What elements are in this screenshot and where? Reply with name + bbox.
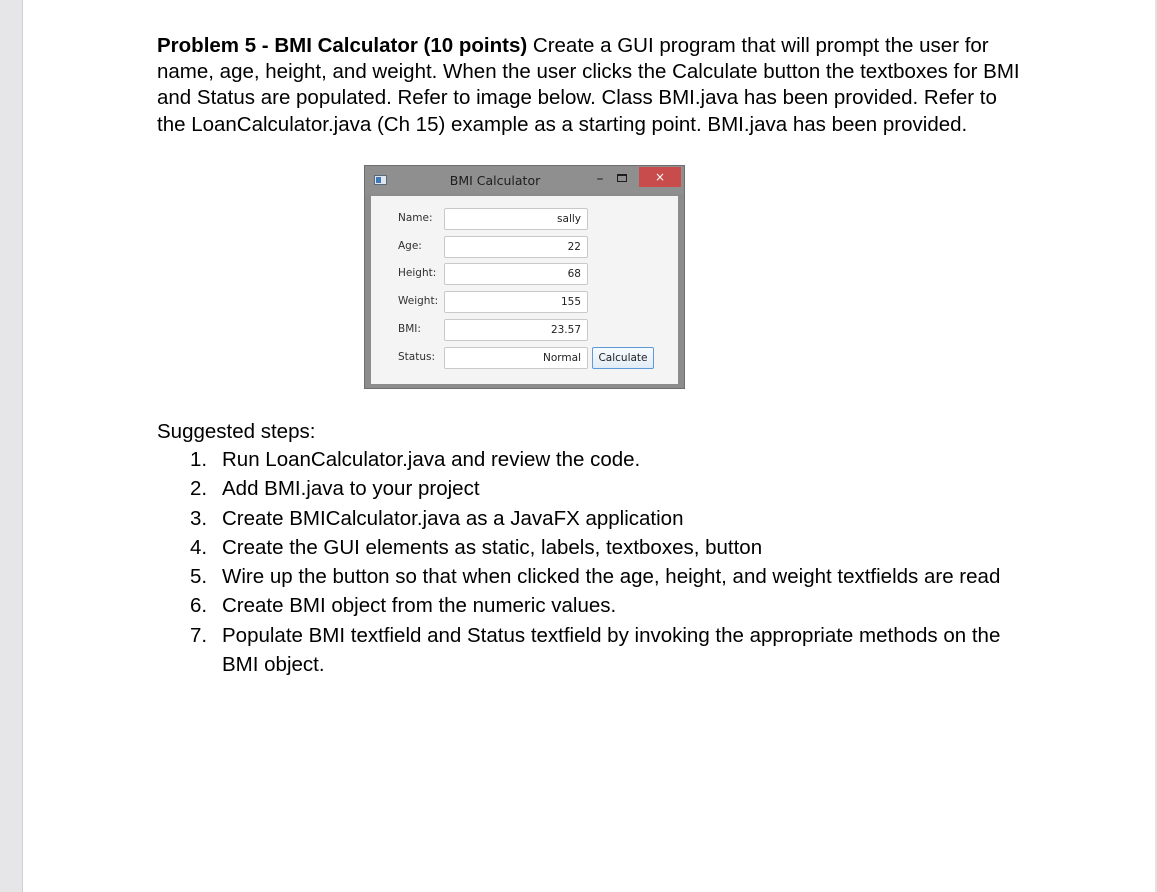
window-title: BMI Calculator xyxy=(449,173,541,188)
problem-paragraph xyxy=(157,33,1027,138)
steps-heading: Suggested steps: xyxy=(157,420,316,443)
height-label: Height: xyxy=(398,267,437,279)
age-row xyxy=(371,236,678,258)
step-number: 7. xyxy=(190,623,208,647)
step-text: Add BMI.java to your project xyxy=(222,477,480,501)
problem-body: Create a GUI program that will prompt the user for name, age, height, and weight. When the user clicks the Calculate button the textboxes for BMI and Status are populated. Refer to image below. Class BMI.java has been provided. Refer to the LoanCalculator.java (Ch 15) example as a starting point. BMI.java has been provided. xyxy=(157,34,1020,136)
step-text: Run LoanCalculator.java and review the code. xyxy=(222,448,641,471)
bmi-row xyxy=(371,319,678,341)
name-field: sally xyxy=(444,208,588,230)
step-item xyxy=(157,562,1037,591)
status-label: Status: xyxy=(398,351,435,363)
height-field: 68 xyxy=(444,263,588,285)
step-number: 4. xyxy=(190,535,208,559)
step-item xyxy=(157,621,1037,680)
weight-field: 155 xyxy=(444,291,588,313)
height-row xyxy=(371,263,678,285)
step-text: Create BMICalculator.java as a JavaFX application xyxy=(222,506,684,530)
problem-title: Problem 5 - BMI Calculator (10 points) xyxy=(157,34,528,57)
minimize-icon: – xyxy=(596,171,604,187)
status-field: Normal xyxy=(444,347,588,369)
bmi-calculator-window-screenshot xyxy=(364,165,685,389)
status-row xyxy=(371,347,678,369)
weight-label: Weight: xyxy=(398,295,439,307)
step-item xyxy=(157,445,1037,474)
window-titlebar xyxy=(365,166,684,194)
step-text: Populate BMI textfield and Status textfield by invoking the appropriate methods on the BMI object. xyxy=(222,623,1001,677)
name-label: Name: xyxy=(398,212,433,224)
calculate-button: Calculate xyxy=(592,347,654,369)
step-number: 2. xyxy=(190,477,208,501)
maximize-icon xyxy=(617,174,627,182)
viewer-left-margin xyxy=(0,0,23,892)
document-page xyxy=(157,33,1037,138)
name-row xyxy=(371,208,678,230)
step-number: 5. xyxy=(190,565,208,589)
bmi-field: 23.57 xyxy=(444,319,588,341)
steps-list xyxy=(157,445,1037,679)
step-text: Create BMI object from the numeric values. xyxy=(222,594,617,618)
step-number: 6. xyxy=(190,594,208,618)
step-text: Wire up the button so that when clicked the age, height, and weight textfields are read xyxy=(222,565,1001,589)
step-item xyxy=(157,504,1037,533)
window-client-area xyxy=(371,196,678,384)
weight-row xyxy=(371,291,678,313)
step-number: 1. xyxy=(190,448,208,471)
step-item xyxy=(157,533,1037,562)
step-item xyxy=(157,474,1037,503)
bmi-label: BMI: xyxy=(398,323,421,335)
age-field: 22 xyxy=(444,236,588,258)
step-item xyxy=(157,591,1037,620)
step-text: Create the GUI elements as static, labels, textboxes, button xyxy=(222,535,763,559)
step-number: 3. xyxy=(190,506,208,530)
close-icon: × xyxy=(639,167,681,187)
age-label: Age: xyxy=(398,240,422,252)
